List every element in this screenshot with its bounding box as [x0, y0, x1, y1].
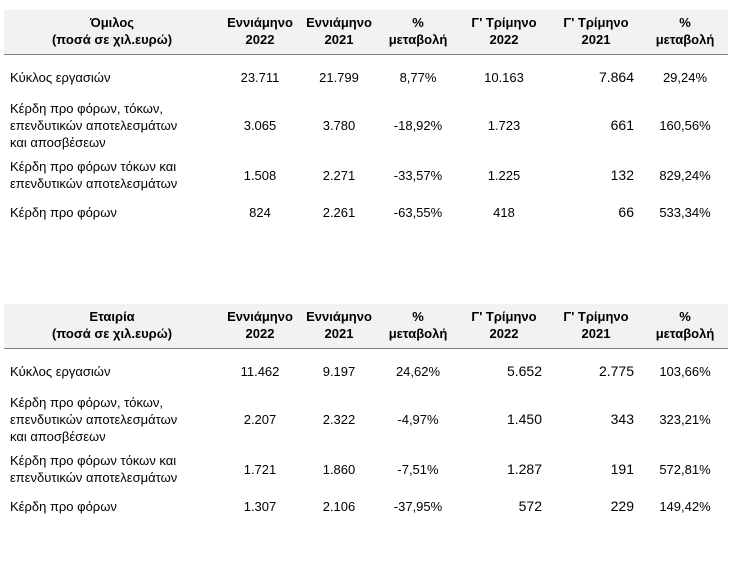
cell-q3-2021: 343	[610, 410, 634, 427]
cell-9m-2022: 23.711	[240, 69, 280, 85]
row-label	[4, 489, 220, 523]
row-label	[4, 95, 220, 155]
table-row	[4, 95, 728, 155]
row-label	[4, 389, 220, 449]
row-label	[4, 195, 220, 229]
group-results-table	[4, 10, 728, 229]
row-label-line: επενδυτικών αποτελεσμάτων	[10, 411, 178, 427]
header-col-9m-2021	[300, 10, 378, 55]
cell-q3-2022: 1.723	[487, 117, 521, 133]
cell-9m-2022: 2.207	[243, 411, 277, 427]
cell-q3-change: 103,66%	[659, 363, 711, 379]
cell-9m-change: 8,77%	[399, 69, 437, 85]
row-label	[4, 353, 220, 389]
header-col-line: 2022	[489, 32, 519, 47]
row-label	[4, 449, 220, 489]
cell-q3-change: 149,42%	[659, 498, 711, 514]
cell-q3-2022: 1.450	[506, 410, 542, 427]
header-col-line: %	[679, 309, 691, 324]
header-col-q3-change	[642, 304, 728, 349]
header-col-q3-2021	[550, 304, 642, 349]
cell-q3-2022: 10.163	[484, 69, 524, 85]
table-row	[4, 389, 728, 449]
cell-q3-change: 323,21%	[659, 411, 711, 427]
cell-q3-2022: 572	[518, 497, 542, 514]
header-col-9m-change	[378, 304, 458, 349]
row-label	[4, 59, 220, 95]
row-label-line: επενδυτικών αποτελεσμάτων	[10, 176, 178, 191]
header-col-line: Εννιάμηνο	[306, 15, 372, 30]
row-label-line: Κύκλος εργασιών	[10, 363, 111, 379]
cell-9m-change: -63,55%	[393, 204, 443, 220]
cell-9m-2021: 2.322	[322, 411, 356, 427]
table-row	[4, 449, 728, 489]
cell-9m-2021: 9.197	[322, 363, 356, 379]
cell-q3-change: 829,24%	[659, 167, 711, 183]
cell-q3-2021: 66	[618, 203, 634, 220]
row-label-line: και αποσβέσεων	[10, 428, 106, 444]
cell-9m-2022: 3.065	[243, 117, 277, 133]
header-col-line: μεταβολή	[655, 32, 715, 47]
cell-9m-2021: 2.261	[322, 204, 356, 220]
header-col-line: %	[679, 15, 691, 30]
header-col-q3-2021	[550, 10, 642, 55]
table-row	[4, 195, 728, 229]
header-col-line: 2021	[324, 32, 354, 47]
row-label	[4, 155, 220, 195]
table-row	[4, 489, 728, 523]
header-unit: (ποσά σε χιλ.ευρώ)	[51, 326, 173, 341]
cell-q3-change: 572,81%	[659, 461, 711, 477]
header-col-q3-2022	[458, 304, 550, 349]
header-col-9m-2022	[220, 304, 300, 349]
cell-9m-change: 24,62%	[395, 363, 441, 379]
header-col-line: Γ' Τρίμηνο	[563, 15, 629, 30]
header-col-line: μεταβολή	[655, 326, 715, 341]
header-col-line: 2021	[581, 326, 611, 341]
header-col-line: μεταβολή	[388, 326, 448, 341]
header-entity-name: Εταιρία	[89, 309, 135, 324]
row-label-line: Κέρδη προ φόρων	[10, 204, 117, 220]
header-unit: (ποσά σε χιλ.ευρώ)	[51, 32, 173, 47]
cell-q3-2022: 1.225	[487, 167, 521, 183]
cell-9m-2021: 2.271	[322, 167, 356, 183]
cell-q3-2022: 1.287	[506, 460, 542, 477]
row-label-line: Κέρδη προ φόρων τόκων και	[10, 159, 177, 174]
cell-q3-2021: 229	[610, 497, 634, 514]
cell-9m-change: -7,51%	[397, 461, 439, 477]
cell-q3-change: 533,34%	[659, 204, 711, 220]
header-col-9m-2022	[220, 10, 300, 55]
header-col-line: %	[412, 15, 424, 30]
cell-9m-2021: 21.799	[319, 69, 359, 85]
header-col-q3-change	[642, 10, 728, 55]
cell-q3-2021: 2.775	[598, 362, 634, 379]
header-col-line: 2021	[324, 326, 354, 341]
table-header-row	[4, 304, 728, 349]
cell-q3-2022: 418	[493, 204, 515, 220]
header-col-q3-2022	[458, 10, 550, 55]
header-entity	[4, 304, 220, 349]
table-row	[4, 353, 728, 389]
row-label-line: Κέρδη προ φόρων, τόκων,	[10, 100, 164, 116]
row-label-line: Κύκλος εργασιών	[10, 69, 111, 85]
header-col-line: Εννιάμηνο	[227, 309, 293, 324]
cell-q3-2021: 132	[610, 166, 634, 183]
cell-9m-2022: 1.721	[243, 461, 277, 477]
header-col-line: 2022	[245, 326, 275, 341]
table-header-row	[4, 10, 728, 55]
company-results-table	[4, 304, 728, 523]
header-col-line: Εννιάμηνο	[227, 15, 293, 30]
header-col-line: μεταβολή	[388, 32, 448, 47]
cell-9m-2022: 1.508	[243, 167, 277, 183]
cell-9m-2022: 1.307	[243, 498, 277, 514]
cell-9m-change: -4,97%	[397, 411, 439, 427]
header-col-9m-change	[378, 10, 458, 55]
row-label-line: Κέρδη προ φόρων	[10, 498, 117, 514]
header-col-line: Γ' Τρίμηνο	[471, 15, 537, 30]
cell-q3-2022: 5.652	[506, 362, 542, 379]
row-label-line: και αποσβέσεων	[10, 134, 106, 150]
cell-9m-change: -33,57%	[393, 167, 443, 183]
header-col-line: Γ' Τρίμηνο	[563, 309, 629, 324]
header-col-line: Εννιάμηνο	[306, 309, 372, 324]
header-col-line: Γ' Τρίμηνο	[471, 309, 537, 324]
header-col-9m-2021	[300, 304, 378, 349]
cell-q3-change: 160,56%	[659, 117, 711, 133]
row-label-line: Κέρδη προ φόρων, τόκων,	[10, 394, 164, 410]
cell-9m-2022: 11.462	[240, 363, 280, 379]
cell-9m-2021: 1.860	[322, 461, 356, 477]
cell-9m-2021: 2.106	[322, 498, 356, 514]
header-entity-name: Όμιλος	[89, 15, 135, 30]
cell-9m-change: -18,92%	[393, 117, 443, 133]
header-entity	[4, 10, 220, 55]
header-col-line: 2021	[581, 32, 611, 47]
row-label-line: Κέρδη προ φόρων τόκων και	[10, 453, 177, 468]
row-label-line: επενδυτικών αποτελεσμάτων	[10, 470, 178, 485]
cell-9m-2022: 824	[249, 204, 271, 220]
cell-q3-change: 29,24%	[662, 69, 708, 85]
table-row	[4, 59, 728, 95]
header-col-line: %	[412, 309, 424, 324]
cell-q3-2021: 7.864	[598, 68, 634, 85]
table-row	[4, 155, 728, 195]
header-col-line: 2022	[245, 32, 275, 47]
cell-q3-2021: 661	[610, 116, 634, 133]
header-col-line: 2022	[489, 326, 519, 341]
cell-9m-2021: 3.780	[322, 117, 356, 133]
cell-q3-2021: 191	[610, 460, 634, 477]
row-label-line: επενδυτικών αποτελεσμάτων	[10, 117, 178, 133]
cell-9m-change: -37,95%	[393, 498, 443, 514]
